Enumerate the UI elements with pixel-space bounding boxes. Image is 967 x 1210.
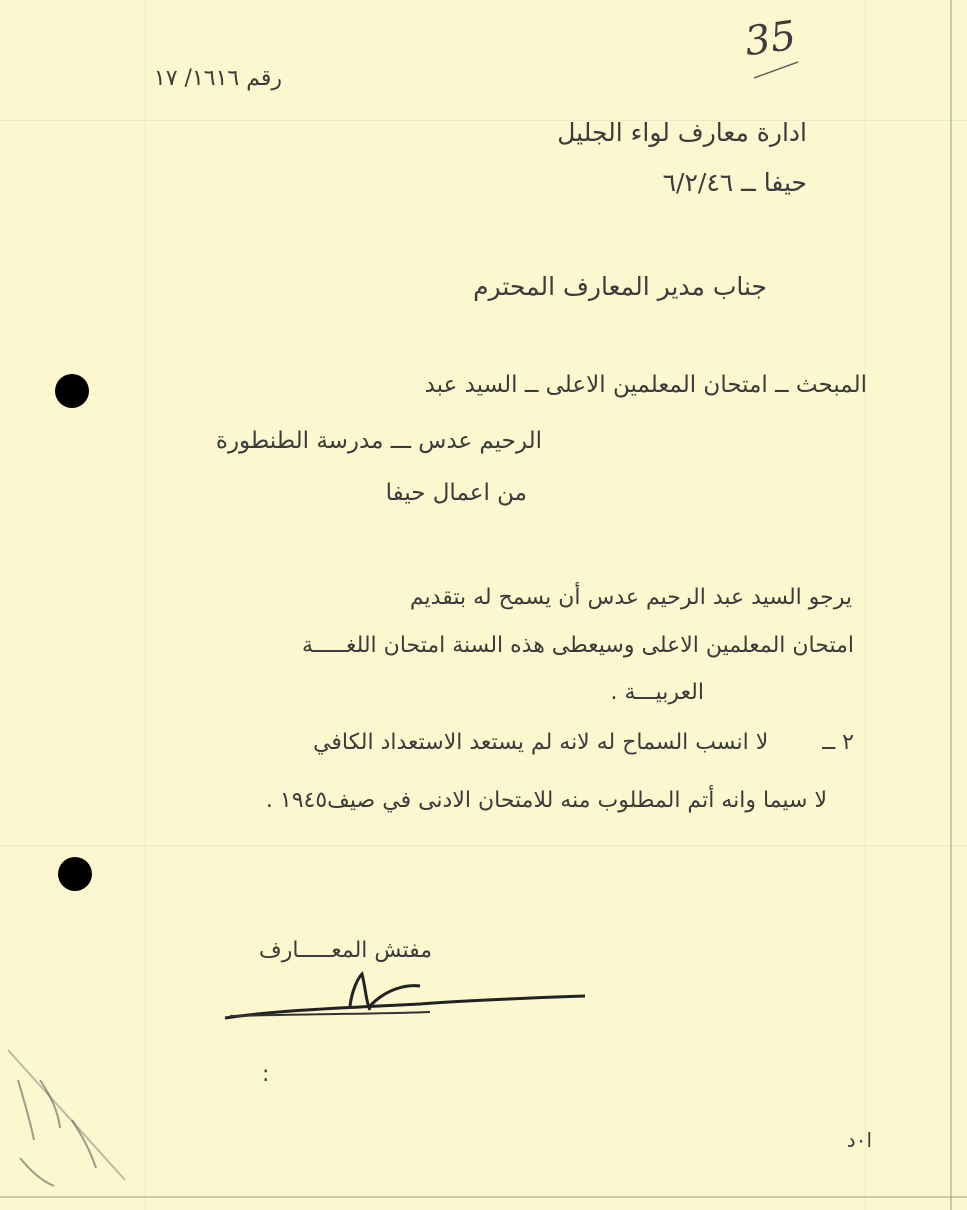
reference-label: رقم <box>246 66 282 91</box>
signature-title: مفتش المعـــــارف <box>258 938 432 963</box>
body-p2-number: ٢ ــ <box>822 730 854 755</box>
body-p2-line2: لا سيما وانه أتم المطلوب منه للامتحان الادنى في صيف١٩٤٥ . <box>265 788 827 813</box>
body-p2-line1 <box>313 730 854 755</box>
reference-value: ١٦١٦/ ١٧ <box>153 66 240 91</box>
page-number: 35 <box>742 12 799 66</box>
handwritten-signature <box>220 970 600 1030</box>
paper-grid-line <box>0 120 967 121</box>
page-number-underline <box>752 58 802 80</box>
body-p2-line1-text: لا انسب السماح له لانه لم يستعد الاستعداد الكافي <box>313 730 769 755</box>
addressee: جناب مدير المعارف المحترم <box>473 272 767 301</box>
reference-number <box>154 66 282 91</box>
punch-hole <box>58 857 92 891</box>
sender-line2: حيفا ــ ٦/٢/٤٦ <box>662 168 807 197</box>
footer-marker: : <box>262 1062 270 1087</box>
body-p1-line3: العربيـــة . <box>610 680 704 705</box>
body-p1-line2: امتحان المعلمين الاعلى وسيعطى هذه السنة امتحان اللغـــــة <box>301 633 854 658</box>
body-p1-line1: يرجو السيد عبد الرحيم عدس أن يسمح له بتقديم <box>409 585 852 610</box>
footer-initials: ا٠د <box>846 1128 872 1152</box>
subject-line1: المبحث ــ امتحان المعلمين الاعلى ــ السيد عبد <box>424 372 867 398</box>
sender-line1: ادارة معارف لواء الجليل <box>557 118 807 147</box>
paper-grid-line <box>145 0 146 1210</box>
page-edge-bottom <box>0 1196 967 1198</box>
registry-stamp <box>0 1040 130 1190</box>
subject-line3: من اعمال حيفا <box>385 480 527 506</box>
subject-line2: الرحيم عدس ـــ مدرسة الطنطورة <box>215 428 542 454</box>
paper-grid-line <box>0 845 967 846</box>
page-edge-right <box>950 0 952 1210</box>
punch-hole <box>55 374 89 408</box>
paper-grid-line <box>865 0 866 1210</box>
